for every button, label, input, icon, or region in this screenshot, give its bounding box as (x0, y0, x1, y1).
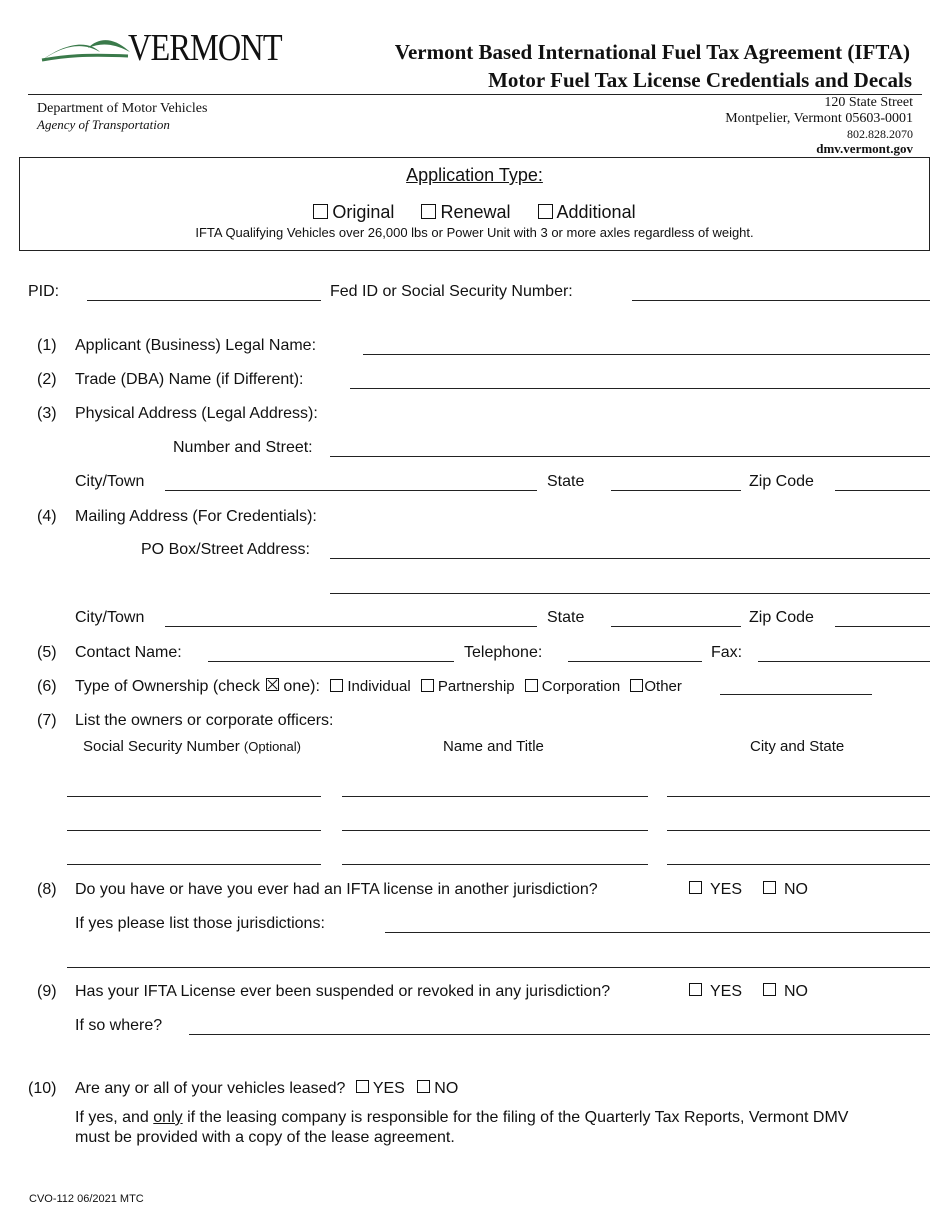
contact-name-field[interactable] (208, 661, 454, 662)
state-label: State (547, 473, 585, 490)
item-number: (4) (37, 508, 57, 525)
title-line-2: Motor Fuel Tax License Credentials and Decals (488, 68, 912, 92)
q10-yes[interactable]: YES (356, 1080, 405, 1097)
legal-name-label: Applicant (Business) Legal Name: (75, 337, 317, 354)
checked-box-icon (266, 678, 279, 691)
header-rule (28, 94, 922, 95)
physical-address-label: Physical Address (Legal Address): (75, 405, 318, 422)
po-box-label: PO Box/Street Address: (141, 541, 310, 558)
physical-city-field[interactable] (165, 490, 537, 491)
item-number: (10) (28, 1080, 57, 1097)
fax-field[interactable] (758, 661, 930, 662)
q9-no[interactable]: NO (763, 983, 808, 1001)
checkbox-icon[interactable] (356, 1080, 369, 1093)
dba-name-label: Trade (DBA) Name (if Different): (75, 371, 304, 388)
owner-ssn-field[interactable] (67, 796, 321, 797)
application-type-box (19, 157, 930, 251)
telephone-field[interactable] (568, 661, 702, 662)
agency-name: Agency of Transportation (37, 117, 170, 132)
ownership-type (75, 678, 682, 696)
title-line-1: Vermont Based International Fuel Tax Agreement (IFTA) (394, 40, 910, 64)
ownership-label-end: one): (283, 678, 320, 695)
checkbox-icon[interactable] (330, 679, 343, 692)
checkbox-icon[interactable] (421, 204, 436, 219)
address-street: 120 State Street (824, 95, 913, 110)
physical-state-field[interactable] (611, 490, 741, 491)
mailing-city-field[interactable] (165, 626, 537, 627)
item-number: (7) (37, 712, 57, 729)
ownership-other-field[interactable] (720, 694, 872, 695)
state-label: State (547, 609, 585, 626)
dba-name-field[interactable] (350, 388, 930, 389)
application-type-options (20, 202, 929, 223)
physical-zip-field[interactable] (835, 490, 930, 491)
pid-label: PID: (28, 283, 60, 300)
lease-note: If yes, and only if the leasing company is responsible for the filing of the Quarterly Tax Reports, Vermont DMV (75, 1109, 849, 1126)
mailing-zip-field[interactable] (835, 626, 930, 627)
checkbox-icon[interactable] (763, 881, 776, 894)
q8-yes[interactable]: YES (689, 881, 742, 899)
checkbox-icon[interactable] (763, 983, 776, 996)
fed-id-label: Fed ID or Social Security Number: (330, 283, 573, 300)
application-type-heading: Application Type: (406, 165, 543, 185)
ownership-corporation[interactable]: Corporation (525, 678, 620, 695)
ownership-individual[interactable]: Individual (330, 678, 410, 695)
form-code: CVO-112 06/2021 MTC (29, 1193, 144, 1205)
pid-field[interactable] (87, 300, 321, 301)
q9-yes[interactable]: YES (689, 983, 742, 1001)
column-ssn: Social Security Number (Optional) (83, 738, 301, 755)
item-number: (1) (37, 337, 57, 354)
option-renewal[interactable]: Renewal (421, 202, 510, 222)
number-street-field[interactable] (330, 456, 930, 457)
po-box-field-line2[interactable] (330, 593, 930, 594)
checkbox-icon[interactable] (630, 679, 643, 692)
legal-name-field[interactable] (363, 354, 930, 355)
checkbox-icon[interactable] (689, 881, 702, 894)
column-name-title: Name and Title (443, 738, 544, 755)
checkbox-icon[interactable] (689, 983, 702, 996)
checkbox-icon[interactable] (525, 679, 538, 692)
item-number: (2) (37, 371, 57, 388)
where-field[interactable] (189, 1034, 930, 1035)
fed-id-field[interactable] (632, 300, 930, 301)
q8-no[interactable]: NO (763, 881, 808, 899)
column-city-state: City and State (750, 738, 845, 755)
contact-name-label: Contact Name: (75, 644, 182, 661)
logo-text: VERMONT (128, 27, 282, 69)
ownership-other[interactable]: Other (630, 678, 682, 695)
item-number: (3) (37, 405, 57, 422)
suspended-question: Has your IFTA License ever been suspended or revoked in any jurisdiction? (75, 983, 611, 1000)
vermont-logo-mountain-icon (40, 30, 140, 66)
checkbox-icon[interactable] (313, 204, 328, 219)
checkbox-icon[interactable] (421, 679, 434, 692)
city-town-label: City/Town (75, 609, 145, 626)
owner-name-field[interactable] (342, 864, 648, 865)
ownership-partnership[interactable]: Partnership (421, 678, 515, 695)
checkbox-icon[interactable] (538, 204, 553, 219)
website[interactable]: dmv.vermont.gov (816, 141, 913, 156)
po-box-field[interactable] (330, 558, 930, 559)
item-number: (5) (37, 644, 57, 661)
q10-no[interactable]: NO (417, 1080, 458, 1097)
where-label: If so where? (75, 1017, 163, 1034)
owner-city-field[interactable] (667, 796, 930, 797)
ifta-other-jurisdiction-question: Do you have or have you ever had an IFTA license in another jurisdiction? (75, 881, 598, 898)
city-town-label: City/Town (75, 473, 145, 490)
option-original[interactable]: Original (313, 202, 394, 222)
owners-label: List the owners or corporate officers: (75, 712, 334, 729)
dept-name: Department of Motor Vehicles (37, 101, 208, 116)
zip-label: Zip Code (749, 473, 814, 490)
phone-number: 802.828.2070 (847, 127, 913, 141)
address-city: Montpelier, Vermont 05603-0001 (725, 111, 913, 126)
mailing-address-label: Mailing Address (For Credentials): (75, 508, 317, 525)
owner-ssn-field[interactable] (67, 864, 321, 865)
number-street-label: Number and Street: (173, 439, 313, 456)
ownership-label: Type of Ownership (check (75, 678, 260, 695)
option-additional[interactable]: Additional (538, 202, 636, 222)
jurisdictions-field[interactable] (385, 932, 930, 933)
checkbox-icon[interactable] (417, 1080, 430, 1093)
owner-name-field[interactable] (342, 830, 648, 831)
telephone-label: Telephone: (464, 644, 543, 661)
item-number: (6) (37, 678, 57, 695)
jurisdictions-field-line2[interactable] (67, 967, 930, 968)
leased-question: Are any or all of your vehicles leased? YES NO (75, 1080, 459, 1097)
owner-ssn-field[interactable] (67, 830, 321, 831)
application-type-note: IFTA Qualifying Vehicles over 26,000 lbs or Power Unit with 3 or more axles regardless of weight. (195, 225, 754, 240)
jurisdictions-label: If yes please list those jurisdictions: (75, 915, 325, 932)
owner-name-field[interactable] (342, 796, 648, 797)
mailing-state-field[interactable] (611, 626, 741, 627)
lease-note-line2: must be provided with a copy of the lease agreement. (75, 1129, 455, 1146)
owner-city-field[interactable] (667, 864, 930, 865)
owner-city-field[interactable] (667, 830, 930, 831)
zip-label: Zip Code (749, 609, 814, 626)
fax-label: Fax: (711, 644, 743, 661)
item-number: (9) (37, 983, 57, 1000)
item-number: (8) (37, 881, 57, 898)
